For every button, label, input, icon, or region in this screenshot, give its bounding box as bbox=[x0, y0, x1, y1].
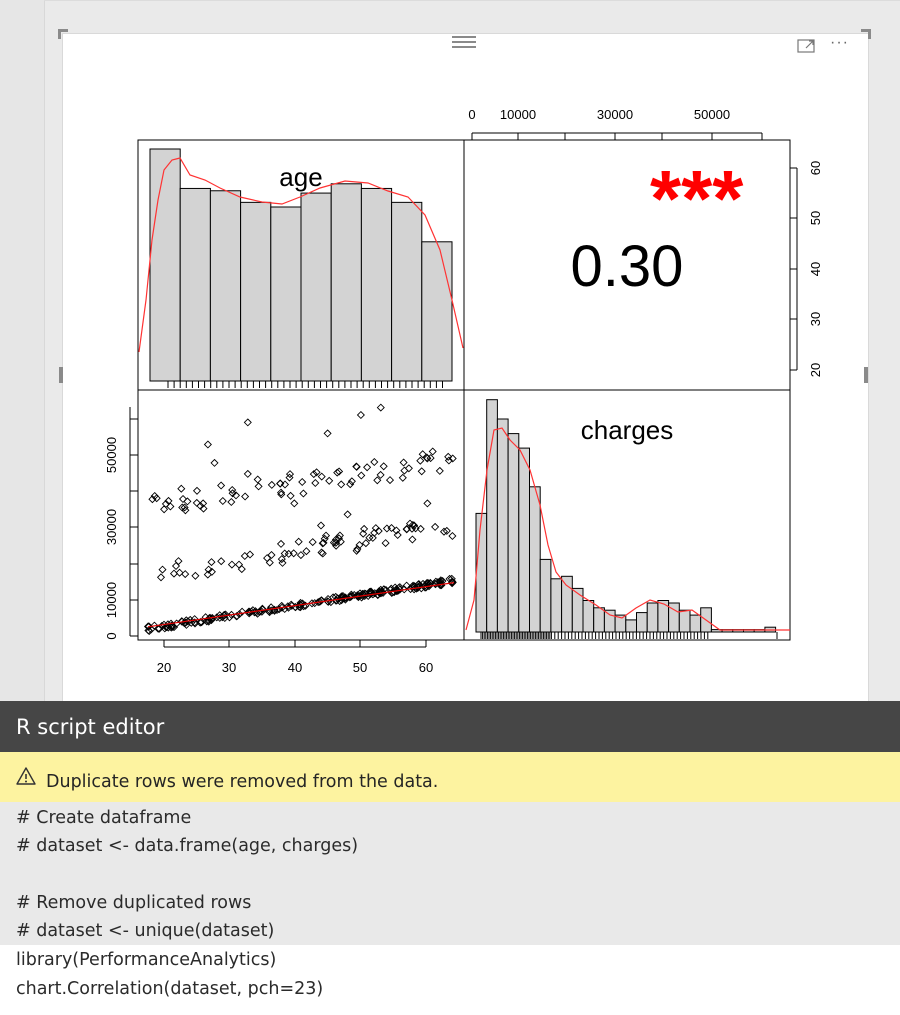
charges-panel-label: charges bbox=[580, 415, 674, 445]
charges-histogram-bar bbox=[604, 610, 615, 632]
scatter-point bbox=[363, 540, 370, 547]
scatter-point bbox=[176, 569, 183, 576]
age-histogram-bar bbox=[422, 242, 452, 381]
scatter-point bbox=[287, 492, 294, 499]
scatter-point bbox=[205, 441, 212, 448]
charges-histogram-bar bbox=[487, 400, 498, 632]
charges-histogram-bar bbox=[626, 620, 637, 632]
top-tick-label: 0 bbox=[468, 107, 476, 122]
scatter-point bbox=[228, 499, 235, 506]
scatter-point bbox=[300, 490, 307, 497]
left-axis bbox=[104, 407, 138, 640]
warning-bar bbox=[0, 752, 900, 802]
scatter-point bbox=[419, 451, 426, 458]
charges-histogram-bar bbox=[572, 588, 583, 632]
age-histogram-bar bbox=[361, 188, 391, 381]
significance-stars: *** bbox=[650, 154, 744, 243]
more-options-button[interactable]: ··· bbox=[830, 34, 849, 51]
age-histogram-bar bbox=[241, 202, 271, 381]
scatter-point bbox=[178, 485, 185, 492]
scatter-point bbox=[429, 448, 436, 455]
scatter-point bbox=[184, 498, 191, 505]
scatter-point bbox=[303, 548, 310, 555]
scatter-point bbox=[242, 493, 249, 500]
charges-histogram-bar bbox=[583, 601, 594, 633]
left-tick-label: 30000 bbox=[104, 508, 119, 546]
scatter-point bbox=[268, 482, 275, 489]
scatter-point bbox=[299, 479, 306, 486]
top-tick-label: 10000 bbox=[499, 107, 537, 122]
scatter-point bbox=[358, 472, 365, 479]
bottom-tick-label: 40 bbox=[287, 660, 303, 675]
bottom-tick-label: 20 bbox=[156, 660, 172, 675]
scatter-point bbox=[208, 559, 215, 566]
scatter-point bbox=[255, 483, 262, 490]
scatter-point bbox=[171, 570, 178, 577]
scatter-point bbox=[238, 566, 245, 573]
scatter-point bbox=[295, 538, 302, 545]
bottom-tick-label: 50 bbox=[352, 660, 368, 675]
charges-histogram-bar bbox=[647, 603, 658, 632]
scatter-point bbox=[418, 468, 425, 475]
scatter-point bbox=[380, 463, 387, 470]
drag-handle-icon[interactable] bbox=[452, 36, 476, 50]
left-tick-label: 50000 bbox=[104, 436, 119, 474]
left-tick-label: 10000 bbox=[104, 581, 119, 619]
scatter-point bbox=[388, 525, 395, 532]
scatter-point bbox=[400, 459, 407, 466]
right-tick-label: 20 bbox=[808, 362, 823, 378]
right-tick-label: 60 bbox=[808, 160, 823, 176]
scatter-point bbox=[218, 482, 225, 489]
scatter-point bbox=[159, 566, 166, 573]
scatter-point bbox=[382, 540, 389, 547]
correlation-value: 0.30 bbox=[570, 234, 684, 299]
code-line: # dataset <- data.frame(age, charges) bbox=[16, 836, 359, 856]
scatter-point bbox=[194, 487, 201, 494]
right-tick-label: 40 bbox=[808, 261, 823, 277]
scatter-point bbox=[309, 539, 316, 546]
charges-histogram-bar bbox=[679, 610, 690, 632]
charges-histogram-bar bbox=[519, 448, 530, 632]
charges-histogram-bar bbox=[637, 613, 648, 632]
focus-mode-icon[interactable] bbox=[797, 38, 817, 54]
scatter-point bbox=[211, 460, 218, 467]
top-axis bbox=[468, 107, 762, 140]
code-line[interactable]: library(PerformanceAnalytics) bbox=[16, 950, 277, 970]
charges-histogram-bar bbox=[540, 559, 551, 632]
scatter-point bbox=[218, 558, 225, 565]
warning-message: Duplicate rows were removed from the data. bbox=[46, 772, 439, 792]
scatter-point bbox=[175, 558, 182, 565]
scatter-point bbox=[377, 404, 384, 411]
scatter-point bbox=[432, 524, 439, 531]
scatter-point bbox=[278, 541, 285, 548]
scatter-point bbox=[344, 511, 351, 518]
scatter-point bbox=[254, 476, 261, 483]
age-histogram-bar bbox=[210, 191, 240, 381]
scatter-point bbox=[387, 477, 394, 484]
charges-histogram-bar bbox=[551, 579, 562, 632]
code-editor[interactable] bbox=[0, 802, 900, 1015]
age-histogram-bar bbox=[150, 149, 180, 381]
age-histogram-bar bbox=[301, 193, 331, 381]
scatter-point bbox=[268, 552, 275, 559]
resize-handle-top-right[interactable] bbox=[861, 29, 871, 39]
scatter-point bbox=[399, 474, 406, 481]
age-histogram-bar bbox=[331, 184, 361, 381]
code-line: # dataset <- unique(dataset) bbox=[16, 921, 275, 941]
scatter-point bbox=[409, 536, 416, 543]
code-line: # Remove duplicated rows bbox=[16, 893, 252, 913]
scatter-point bbox=[182, 571, 189, 578]
scatter-point bbox=[173, 563, 180, 570]
correlation-chart bbox=[62, 95, 823, 695]
code-line: # Create dataframe bbox=[16, 808, 192, 828]
charges-histogram-bar bbox=[530, 487, 541, 632]
code-line[interactable]: chart.Correlation(dataset, pch=23) bbox=[16, 979, 324, 999]
scatter-point bbox=[436, 468, 443, 475]
scatter-point bbox=[384, 525, 391, 532]
charges-histogram-bar bbox=[497, 419, 508, 632]
age-histogram-bar bbox=[392, 202, 422, 381]
scatter-point bbox=[364, 464, 371, 471]
right-tick-label: 50 bbox=[808, 210, 823, 226]
resize-handle-top-left[interactable] bbox=[58, 29, 68, 39]
bottom-tick-label: 60 bbox=[418, 660, 434, 675]
editor-title: R script editor bbox=[16, 715, 165, 739]
top-tick-label: 30000 bbox=[596, 107, 634, 122]
scatter-point bbox=[338, 481, 345, 488]
charges-histogram-bar bbox=[690, 615, 701, 632]
scatter-point bbox=[192, 572, 199, 579]
age-histogram-bar bbox=[271, 207, 301, 381]
bottom-axis bbox=[157, 640, 433, 675]
scatter-point bbox=[449, 533, 456, 540]
scatter-point bbox=[158, 574, 165, 581]
scatter-point bbox=[326, 477, 333, 484]
scatter-point bbox=[229, 561, 236, 568]
scatter-point bbox=[298, 552, 305, 559]
charges-histogram-bar bbox=[508, 434, 519, 632]
scatter-point bbox=[324, 430, 331, 437]
readonly-code-region bbox=[0, 802, 900, 945]
charges-histogram-bar bbox=[562, 576, 573, 632]
scatter-point bbox=[244, 471, 251, 478]
scatter-point bbox=[319, 550, 326, 557]
warning-icon bbox=[16, 766, 36, 786]
scatter-point bbox=[401, 467, 408, 474]
canvas-top-border bbox=[44, 0, 900, 1]
scatter-point bbox=[406, 465, 413, 472]
scatter-point bbox=[318, 522, 325, 529]
scatter-point bbox=[244, 419, 251, 426]
bottom-tick-label: 30 bbox=[221, 660, 237, 675]
scatter-point bbox=[358, 412, 365, 419]
age-panel-label: age bbox=[279, 162, 323, 192]
scatter-point bbox=[264, 555, 271, 562]
canvas-left-strip bbox=[0, 0, 45, 701]
scatter-point bbox=[318, 473, 325, 480]
r-script-editor-header[interactable] bbox=[0, 701, 900, 752]
scatter-point bbox=[318, 549, 325, 556]
scatter-point bbox=[193, 500, 200, 507]
resize-handle-right[interactable] bbox=[864, 367, 868, 383]
top-tick-label: 50000 bbox=[693, 107, 731, 122]
scatter-point bbox=[180, 496, 187, 503]
right-tick-label: 30 bbox=[808, 311, 823, 327]
scatter-point bbox=[266, 559, 273, 566]
scatter-point bbox=[371, 459, 378, 466]
left-tick-label: 0 bbox=[104, 632, 119, 640]
scatter-point bbox=[417, 457, 424, 464]
charges-histogram-bar bbox=[476, 513, 487, 632]
scatter-fit-line bbox=[148, 583, 454, 627]
scatter-point bbox=[312, 480, 319, 487]
charges-histogram-bar bbox=[594, 608, 605, 632]
scatter-point bbox=[323, 532, 330, 539]
scatter-point bbox=[219, 498, 226, 505]
scatter-point bbox=[424, 500, 431, 507]
scatter-point bbox=[291, 500, 298, 507]
scatter-point bbox=[236, 561, 243, 568]
age-histogram-bar bbox=[180, 188, 210, 381]
